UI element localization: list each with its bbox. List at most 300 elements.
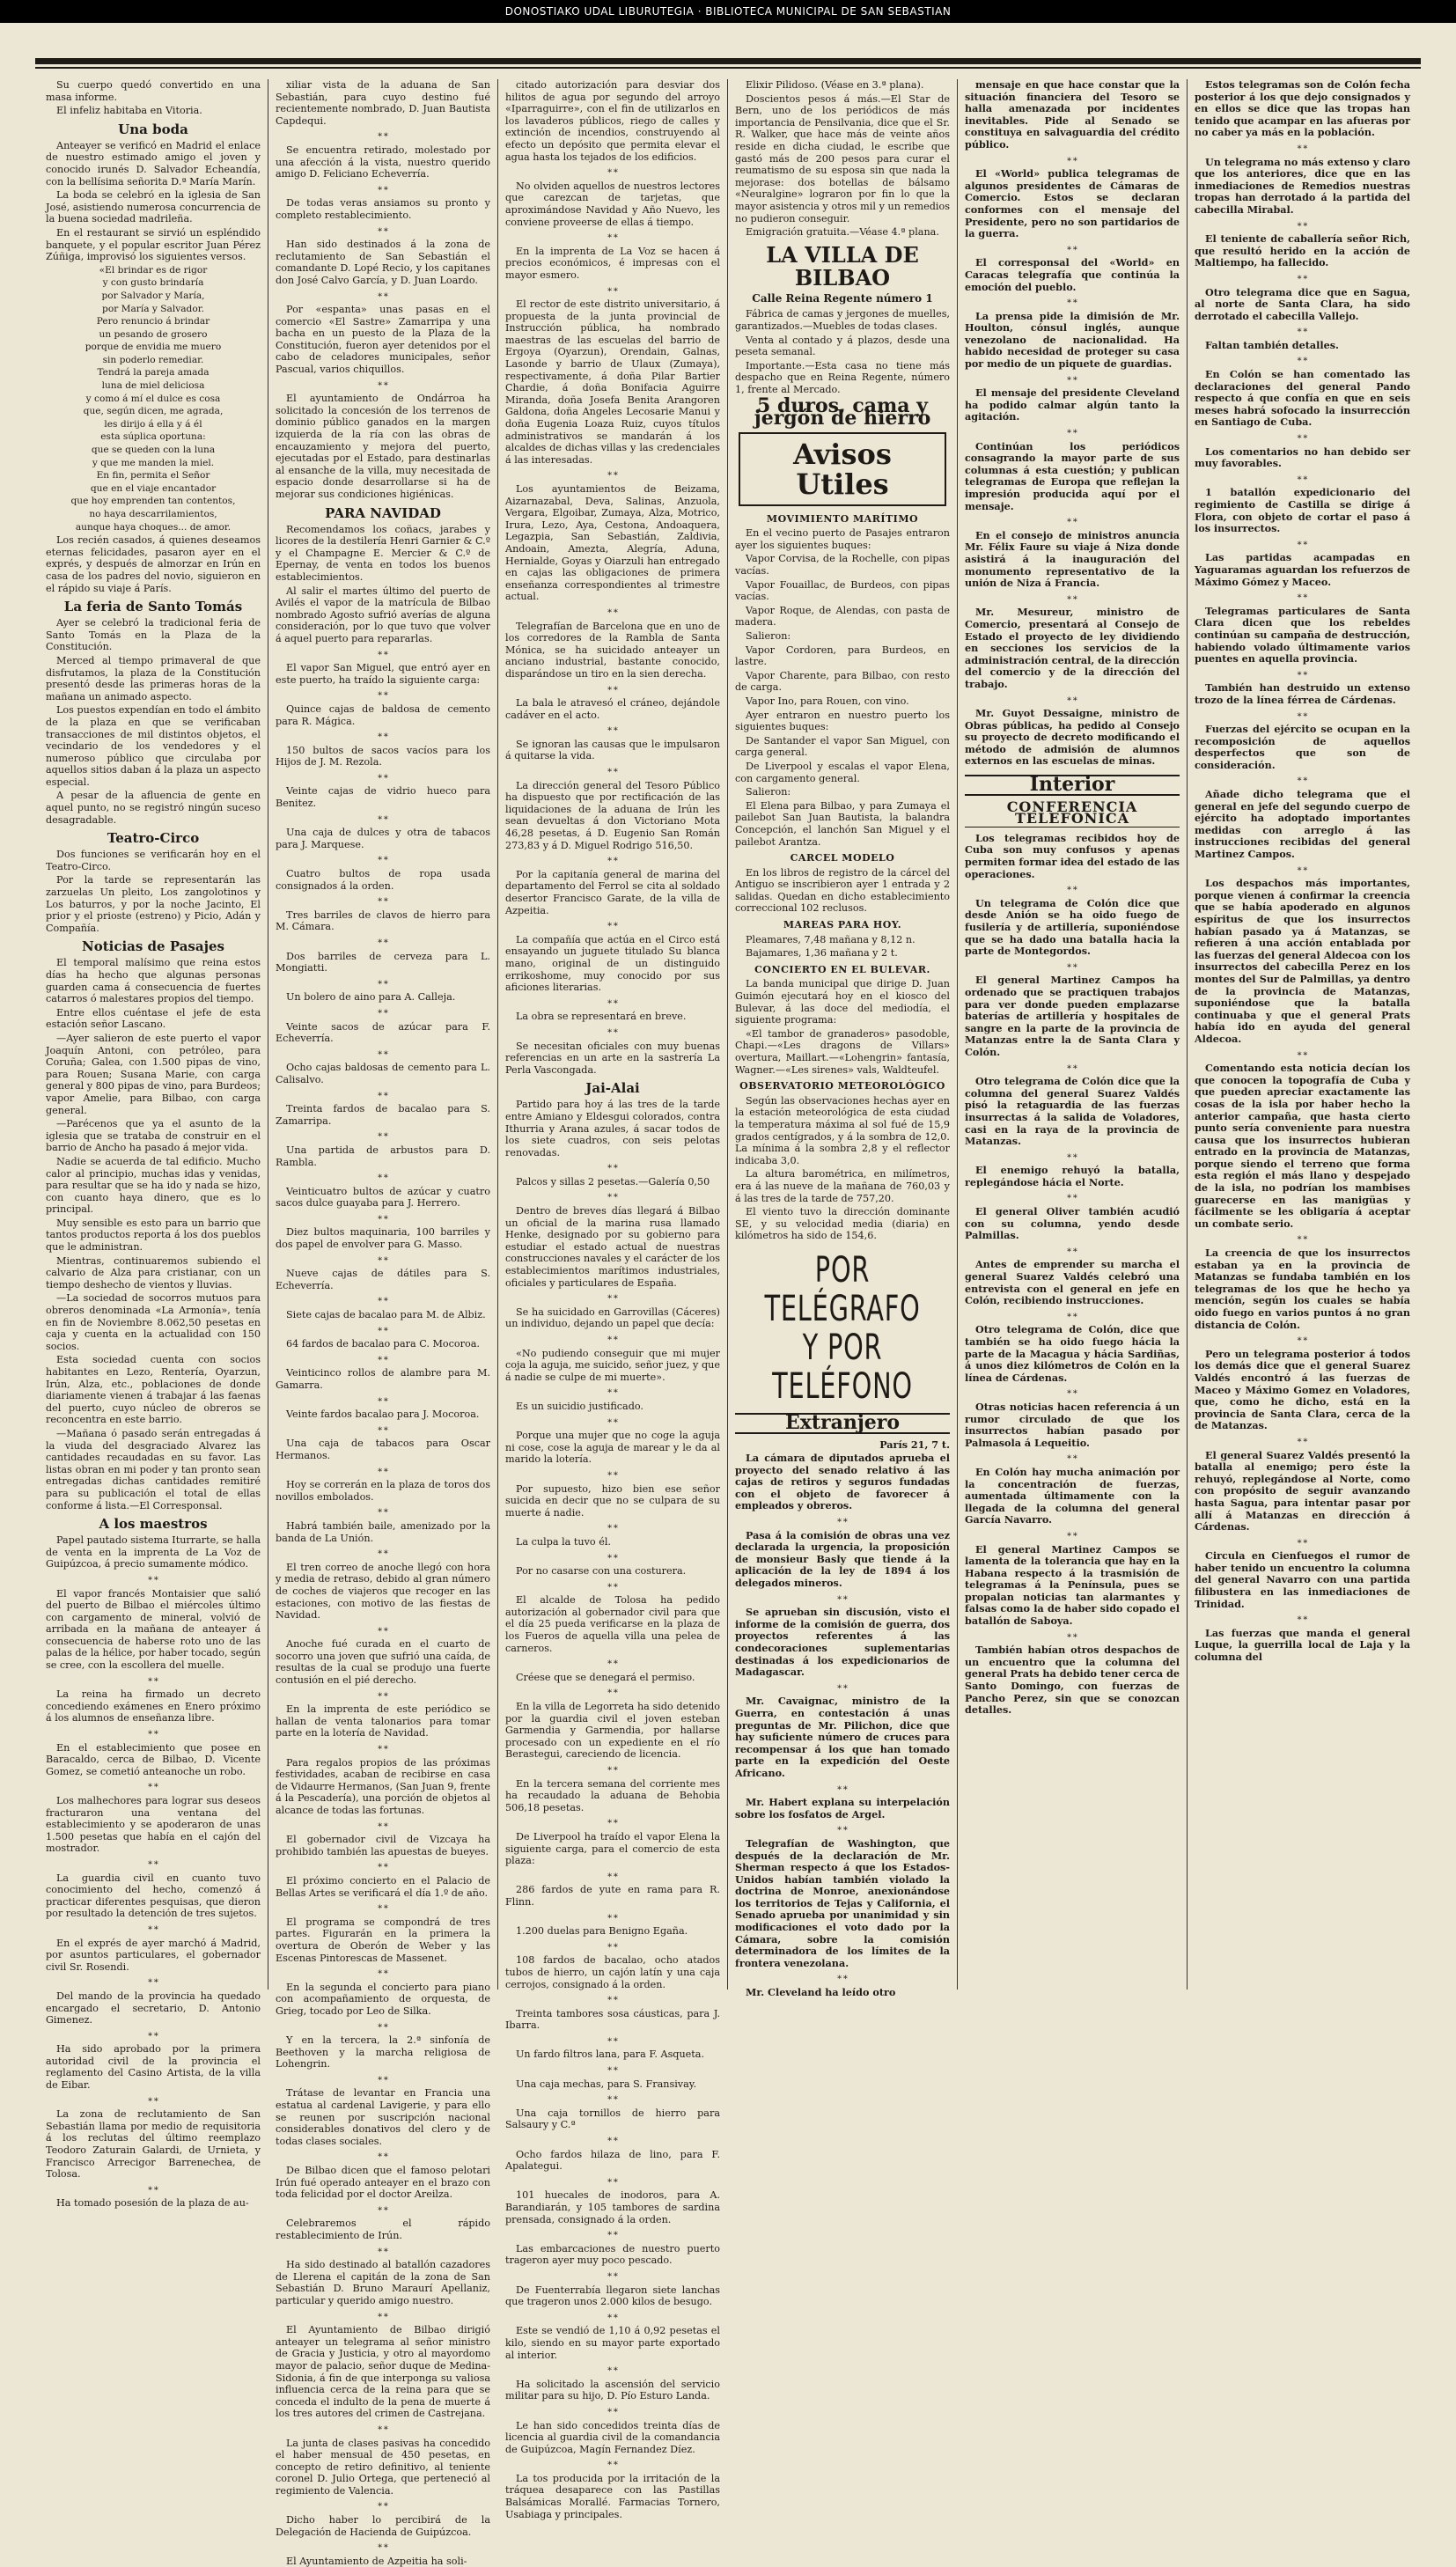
paragraph: Tres barriles de clavos de hierro para M. Cámara. [276,908,490,933]
paragraph: Anteayer se verificó en Madrid el enlace de nuestro estimado amigo el joven y conocido irunés D. Salvador Echeandía, con la bellísima señorita D.ª María Marín. [46,139,261,188]
carcel-paragraphs [735,867,950,915]
separator-asterisks: ∗∗ [377,224,389,235]
paragraph: 1.200 duelas para Benigno Egaña. [516,1925,688,1938]
paragraph: El «World» publica telegramas de algunos presidentes de Cámaras de Comercio. Estos se declaran conformes con el mensaje del Presidente, pero no son partidarios de la guerra. [965,167,1180,240]
heading-jaialai: Jai-Alai [585,1080,640,1097]
verse-line: y como á mí el dulce es cosa [85,393,221,404]
paragraph: Dicho haber lo percibirá de la Delegación de Hacienda de Guipúzcoa. [276,2514,490,2538]
separator-asterisks: ∗∗ [1066,694,1078,704]
paragraph: De Liverpool ha traído el vapor Elena la siguiente carga, para el comercio de esta plaza: [505,1830,720,1867]
separator-asterisks: ∗∗ [1296,1233,1309,1244]
paragraph: La boda se celebró en la iglesia de San José, asistiendo numerosa concurrencia de la buena sociedad madrileña. [46,189,261,225]
separator-asterisks: ∗∗ [607,1026,619,1036]
paragraph: Dos funciones se verificarán hoy en el Teatro-Circo. [46,849,261,872]
paragraph: La reina ha firmado un decreto concediendo exámenes en Enero próximo á los alumnos de enseñanza libre. [46,1688,261,1725]
separator-asterisks: ∗∗ [377,183,389,194]
separator-asterisks: ∗∗ [607,2175,619,2186]
paragraph: Ocho cajas baldosas de cemento para L. Calisalvo. [276,1062,490,1085]
separator-asterisks: ∗∗ [1066,1310,1078,1320]
separator-asterisks: ∗∗ [377,1130,389,1141]
verse-line: porque de envidia me muero [85,342,222,353]
paragraph: De Bilbao dicen que el famoso pelotari Irún fué operado anteayer en el brazo con toda felicidad por el doctor Areilza. [276,2165,490,2201]
separator-asterisks: ∗∗ [607,1468,619,1479]
paragraph: El general Martinez Campos ha ordenado que se practiquen trabajos para ver donde pueden emplazarse baterías de artillería y hospitales de sangre en la parte de la provincia de Matanzas entre la de Santa Clara y Colón. [965,974,1180,1058]
separator-asterisks: ∗∗ [377,1861,389,1872]
paragraph: Treinta tambores sosa cáusticas, para J. Ibarra. [505,2007,720,2032]
paragraph: Se ignoran las causas que le impulsaron á quitarse la vida. [505,738,720,762]
paragraph: Los malhechores para lograr sus deseos fracturaron una ventana del establecimiento y se apoderaron de unas 1.500 pesetas que había en el cajón del mostrador. [46,1795,261,1855]
paragraph: En la imprenta de La Voz se hacen á precios económicos, é impresas con el mayor esmero. [505,245,720,281]
paragraph: El enemigo rehuyó la batalla, replegándose hácia el Norte. [965,1164,1180,1188]
separator-asterisks: ∗∗ [147,1976,159,1987]
column-2 [268,79,498,2567]
paragraph: En el vecino puerto de Pasajes entraron ayer los siguientes buques: [735,527,950,551]
paragraph: Un telegrama no más extenso y claro que los anteriores, dice que en las inmediaciones de Remedios nuestras tropas han derrotado á la partida del cabecilla Mirabal. [1195,155,1410,216]
separator-asterisks: ∗∗ [377,2073,389,2084]
paragraph: Otras noticias hacen referencia á un rumor circulado de que los insurrectos habían pasado por Palmasola á Lequeitio. [965,1400,1180,1449]
separator-asterisks: ∗∗ [1066,1630,1078,1641]
separator-asterisks: ∗∗ [377,130,389,141]
separator-asterisks: ∗∗ [377,1820,389,1830]
separator-asterisks: ∗∗ [1066,243,1078,254]
paragraph: También han destruido un extenso trozo de la línea férrea de Cárdenas. [1195,681,1410,706]
paragraph: Ocho fardos hilaza de lino, para F. Apalategui. [505,2148,720,2173]
heading-boda: Una boda [118,121,188,137]
col6-paragraphs [1195,79,1410,1664]
verse-line: sin poderlo remediar. [102,354,204,365]
separator-asterisks: ∗∗ [607,2459,619,2469]
verse-line: y que me manden la miel. [92,457,215,468]
paragraph: Para regalos propios de las próximas festividades, acaban de recibirse en casa de Vidaurre Hermanos, (San Juan 9, frente á la Pescadería), una porción de objetos al alcance de todas las fortunas. [276,1756,490,1816]
paragraph: Los despachos más importantes, porque vienen á confirmar la creencia que se había apoderado en algunos espíritus de que los insurrectos habían pasado ya á Matanzas, se refieren á una acción entablada por las fuerzas del general Aldecoa con los insurrectos del cabecilla Perez en los montes del Sur de Palmillas, ya dentro de la provincia de Matanzas, suponiéndose que la batalla continuaba y que el general Prats había ido en ayuda del general Aldecoa. [1195,877,1410,1045]
paragraph: La creencia de que los insurrectos estaban ya en la provincia de Matanzas se fundaba también en los telegramas de los que he hecho ya mención, según los cuales se había oido fuego en varios puntos á no gran distancia de Colón. [1195,1247,1410,1331]
separator-asterisks: ∗∗ [607,2405,619,2416]
separator-asterisks: ∗∗ [1296,864,1309,874]
separator-asterisks: ∗∗ [836,1681,849,1692]
column-6 [1188,79,1417,1990]
paragraph: Muy sensible es esto para un barrio que tantos productos reporta á los dos pueblos que le administran. [46,1217,261,1254]
separator-asterisks: ∗∗ [147,2094,159,2105]
paragraph: El rector de este distrito universitario, á propuesta de la junta provincial de Instrucción pública, ha nombrado maestras de las escuelas del barrio de Ergoya (Oyarzun), Orendain, Galnas, Lasonde y barrio de Ulaux (Zumaya), respectivamente, á doña Pilar Bartier Chardie, á doña Bonifacia Aguirre Miranda, doña Josefa Benita Arangoren Galdona, doña Angeles Lecosarie Manui y doña Eugenia Loaza Ruiz, cuyos títulos administrativos se mandarán á los alcaldes de dichas villas y las credenciales á las interesadas. [505,298,720,466]
heading-telegrafo-line-2: Y POR TELÉFONO [772,1327,913,1407]
separator-asterisks: ∗∗ [1296,592,1309,602]
paragraph: Estos telegramas son de Colón fecha posterior á los que dejo consignados y en ellos se dice que las tropas han tenido que acampar en las afueras por no caber ya más en la población. [1195,78,1410,139]
paragraph: Antes de emprender su marcha el general Suarez Valdés celebró una entrevista con el general en jefe en Colón, recibiendo instrucciones. [965,1258,1180,1307]
verse-line: «El brindar es de rigor [99,264,208,276]
verse-line: un pesando de grosero [99,328,208,340]
separator-asterisks: ∗∗ [607,1191,619,1202]
separator-asterisks: ∗∗ [607,1334,619,1343]
paragraph: De Fuenterrabía llegaron siete lanchas que trageron unos 2.000 kilos de besugo. [505,2284,720,2308]
separator-asterisks: ∗∗ [377,1006,389,1017]
paragraph: La cámara de diputados aprueba el proyecto del senado relativo á las cajas de retiros y seguros fundadas con el objeto de favorecer á empleados y obreros. [735,1452,950,1512]
paragraph: Un fardo filtros lana, para F. Asqueta. [516,2048,705,2061]
paragraph: Emigración gratuita.—Véase 4.ª plana. [746,226,939,239]
paragraph: Siete cajas de bacalao para M. de Albiz. [286,1309,486,1321]
separator-asterisks: ∗∗ [607,2064,619,2075]
paragraph: Ha solicitado la ascensión del servicio militar para su hijo, D. Pío Esturo Landa. [505,2378,720,2402]
paragraph: Le han sido concedidos treinta días de licencia al guardia civil de la comandancia de Guipúzcoa, Magín Fernandez Díez. [505,2419,720,2455]
paragraph: Las fuerzas que manda el general Luque, la guerrilla local de Laja y la columna del [1195,1626,1410,1664]
paragraph: El general Suarez Valdés presentó la batalla al enemigo; pero éste la rehuyó, replegándose al Norte, como con propósito de seguir avanzando hasta Sagua, para intentar pasar por allí á Matanzas en dirección á Cárdenas. [1195,1448,1410,1534]
paragraph: Porque una mujer que no coge la aguja ni cose, cose la aguja de marear y le da al marido la lotería. [505,1430,720,1466]
separator-asterisks: ∗∗ [607,2034,619,2045]
separator-asterisks: ∗∗ [607,855,619,865]
paragraph: Telegramas particulares de Santa Clara dicen que los rebeldes continúan su campaña de destrucción, habiendo volado últimamente varios puentes en aquella provincia. [1195,604,1410,666]
separator-asterisks: ∗∗ [607,2269,619,2280]
separator-asterisks: ∗∗ [1296,219,1309,230]
pasajes-paragraphs [46,957,261,1512]
heading-telegrafo [756,1251,928,1406]
paragraph: Han sido destinados á la zona de reclutamiento de San Sebastián el comandante D. Lopé Recio, y los capitanes don José Calvo García, y D. Juan Loardo. [276,239,490,286]
telegrams-extranjero [735,1453,950,1999]
separator-asterisks: ∗∗ [607,166,619,177]
paragraph: En la villa de Legorreta ha sido detenido por la guardia civil el joven esteban Garmendia y Garmendia, por hallarse procesado con un expediente en el río Berastegui, careciendo de licencia. [505,1701,720,1761]
paragraph: Vapor Ino, para Rouen, con vino. [746,695,909,707]
column-1 [39,79,268,2210]
paragraph: Veinticuatro bultos de azúcar y cuatro sacos dulce guayaba para J. Herrero. [276,1185,490,1210]
paragraph: Celebraremos el rápido restablecimiento de Irún. [276,2218,490,2241]
separator-asterisks: ∗∗ [1296,1614,1309,1624]
paragraph: También habían otros despachos de un encuentro que la columna del general Prats ha debido tener cerca de Santo Domingo, con fuerzas de Pancho Perez, sin que se conozcan detalles. [965,1644,1180,1717]
paragraph: —Parécenos que ya el asunto de la iglesia que se trataba de construir en el barrio de Ancho ha pasado á mejor vida. [46,1118,261,1154]
separator-asterisks: ∗∗ [607,1817,619,1828]
separator-asterisks: ∗∗ [607,1687,619,1697]
separator-asterisks: ∗∗ [147,1923,159,1933]
paragraph: Mientras, continuaremos subiendo el calvario de Alza para cristianar, con un tiempo deshecho de vientos y lluvias. [46,1254,261,1291]
paragraph: Otro telegrama de Colón dice que la columna del general Suarez Valdés pisó la retaguardia de las fuerzas insurrectas á la salida de Voladores, casi en la raya de la provincia de Matanzas. [965,1075,1180,1148]
paragraph: 101 huecales de inodoros, para A. Barandiarán, y 105 tambores de sardina prensada, consignado á la orden. [505,2189,720,2225]
paragraph: El Ayuntamiento de Azpeitia ha soli- [286,2555,467,2567]
verse-line: que, según dicen, me agrada, [83,406,224,417]
separator-asterisks: ∗∗ [377,1295,389,1306]
heading-movimiento: MOVIMIENTO MARÍTIMO [766,512,919,525]
paragraph: Vapor Charente, para Bilbao, con resto de carga. [735,669,950,694]
separator-asterisks: ∗∗ [377,1902,389,1913]
separator-asterisks: ∗∗ [377,1743,389,1754]
movimiento-paragraphs [735,527,950,848]
jaialai-paragraphs [505,1099,720,2520]
paragraph: 150 bultos de sacos vacíos para los Hijos de J. M. Rezola. [276,744,490,769]
verse-line: que hoy emprenden tan contentos, [70,496,236,507]
paragraph: Merced al tiempo primaveral de que disfrutamos, la plaza de la Constitución presentó desde las primeras horas de la mañana un animado aspecto. [46,654,261,702]
verse-line: les dirijo á ella y á él [104,418,202,430]
paragraph: Venta al contado y á plazos, desde una peseta semanal. [735,334,950,358]
paragraph: En el exprés de ayer marchó á Madrid, por asuntos particulares, el gobernador civil Sr. Rosendi. [46,1937,261,1973]
intro-paragraphs [46,79,261,117]
verse-line: aunque haya choques... de amor. [75,521,232,533]
heading-observatorio: OBSERVATORIO METEOROLÓGICO [739,1080,945,1092]
paragraph: En la imprenta de este periódico se hallan de venta talonarios para tomar parte en la lotería de Navidad. [276,1703,490,1740]
paragraph: Nueve cajas de dátiles para S. Echeverría. [276,1268,490,1291]
col2-middle-paragraphs [276,585,490,2567]
separator-asterisks: ∗∗ [1296,355,1309,365]
villa-address: Calle Reina Regente número 1 [752,291,933,305]
paragraph: Trátase de levantar en Francia una estatua al cardenal Lavigerie, y para ello se reunen por suscripción nacional considerables donativos del clero y de todas clases sociales. [276,2087,490,2147]
separator-asterisks: ∗∗ [377,2203,389,2214]
separator-asterisks: ∗∗ [1296,1335,1309,1345]
paragraph: Los ayuntamientos de Beizama, Aizarnazabal, Deva, Salinas, Anzuola, Vergara, Elgoibar, Zumaya, Alza, Motrico, Irura, Lezo, Aya, Cestona, Andoaquera, Legazpia, San Sebastián, Zaldivia, Andoain, Amezta, Alegría, Aduna, Hernialde, Goyas y Oiarzuli han entregado en cajas las obligaciones de primera enseñanza correspondientes al trimestre actual. [505,483,720,603]
separator-asterisks: ∗∗ [377,1254,389,1264]
maestros-paragraphs [46,1534,261,2210]
paragraph: 108 fardos de bacalao, ocho atados tubos de hierro, un cajón latín y una caja cerrojos, consignado á la orden. [505,1954,720,1990]
separator-asterisks: ∗∗ [836,1824,849,1835]
verse-line: esta súplica oportuna: [100,431,206,443]
separator-asterisks: ∗∗ [377,2020,389,2031]
separator-asterisks: ∗∗ [1066,1062,1078,1072]
paragraph: En la tercera semana del corriente mes ha recaudado la aduana de Behobia 506,18 pesetas. [505,1777,720,1813]
paragraph: Cuatro bultos de ropa usada consignados á la orden. [276,868,490,892]
paragraph: citado autorización para desviar dos hilitos de agua por segundo del arroyo «Iparraguirre», con el fin de utilizarlos en los lavaderos públicos, riego de calles y extinción de incendios, construyendo al efecto un depósito que permita elevar el agua hasta los tejados de los edificios. [505,79,720,163]
paragraph: El corresponsal del «World» en Caracas telegrafía que continúa la emoción del pueblo. [965,256,1180,293]
paragraph: 64 fardos de bacalao para C. Mocoroa. [286,1338,480,1350]
separator-asterisks: ∗∗ [607,1911,619,1922]
paragraph: Veinte cajas de vidrio hueco para Benitez. [276,785,490,810]
paragraph: El general Martinez Campos se lamenta de la tolerancia que hay en la Habana respecto á la trasmisión de telegramas á la Península, pues se propalan noticias tan alarmantes y falsas como la de haber sido copado el batallón de Saboya. [965,1542,1180,1628]
separator-asterisks: ∗∗ [377,1423,389,1434]
paragraph: Por «espanta» unas pasas en el comercio «El Sastre» Zamarripa y una bacha en un puesto de la Plaza de la Constitución, fueron ayer detenidos por el cabo de celadores municipales, señor Pascual, varios chiquillos. [276,304,490,376]
separator-asterisks: ∗∗ [377,937,389,946]
paragraph: La banda municipal que dirige D. Juan Guimón ejecutará hoy en el kiosco del Bulevar, á las doce del mediodía, el siguiente programa: [735,978,950,1026]
separator-asterisks: ∗∗ [377,2245,389,2255]
paragraph: Otro telegrama de Colón, dice que también se ha oido fuego hácia la parte de la Macagua y hácia Sardiñas, á unos diez kilómetros de Colón en la línea de Cárdenas. [965,1323,1180,1384]
paragraph: —La sociedad de socorros mutuos para obreros denominada «La Armonía», tenía en fin de Noviembre 8.062,50 pesetas en caja y cuenta en la actualidad con 150 socios. [46,1292,261,1352]
conferencia-paragraphs [965,833,1180,1717]
separator-asterisks: ∗∗ [377,2541,389,2552]
separator-asterisks: ∗∗ [377,1548,389,1558]
separator-asterisks: ∗∗ [1296,538,1309,548]
paragraph: Pero un telegrama posterior á todos los demás dice que el general Suarez Valdés encontró á las fuerzas de Maceo y Máximo Gomez en Voladores, que, como he dicho, está en la provincia de Santa Clara, cerca de la de Matanzas. [1195,1347,1410,1432]
separator-asterisks: ∗∗ [607,606,619,616]
dateline-paris: París 21, 7 t. [879,1438,950,1451]
paragraph: Salieron: [746,630,791,642]
paragraph: En Colón hay mucha animación por la concentración de fuerzas, aumentada últimamente con la llegada de la columna del general García Navarro. [965,1465,1180,1526]
paragraph: El teniente de caballería señor Rich, que resultó herido en la acción de Maltiempo, ha fallecido. [1195,232,1410,269]
paragraph: Ayer entraron en nuestro puerto los siguientes buques: [735,709,950,733]
separator-asterisks: ∗∗ [607,2135,619,2145]
column-5 [958,79,1188,1990]
paragraph: Mr. Cavaignac, ministro de la Guerra, en contestación á unas preguntas de Mr. Pilichon, dice que hay suficiente número de cruces para recompensar á los que han tomado parte en la expedición del Oeste Africano. [735,1695,950,1779]
separator-asterisks: ∗∗ [607,1551,619,1562]
verse-line: por Salvador y María, [101,290,205,301]
top-margin [0,23,1456,56]
paragraph: Por supuesto, hizo bien ese señor suicida en decir que no se culpara de su muerte á nadie. [505,1482,720,1519]
heading-feria: La feria de Santo Tomás [63,599,243,615]
separator-asterisks: ∗∗ [1296,710,1309,720]
separator-asterisks: ∗∗ [377,1324,389,1335]
separator-asterisks: ∗∗ [1296,272,1309,283]
paragraph: Se ha suicidado en Garrovillas (Cáceres) un individuo, dejando un papel que decía: [505,1306,720,1330]
paragraph: Bajamares, 1,36 mañana y 2 t. [746,947,898,960]
verse-line: Pero renuncio á brindar [96,316,210,327]
separator-asterisks: ∗∗ [377,895,389,906]
separator-asterisks: ∗∗ [1066,1529,1078,1540]
separator-asterisks: ∗∗ [607,724,619,735]
paragraph: En la segunda el concierto para piano con acompañamiento de orquesta, de Grieg, tocado por Leo de Silka. [276,1981,490,2017]
paragraph: Salieron: [746,786,791,798]
separator-asterisks: ∗∗ [1296,326,1309,336]
paragraph: Importante.—Esta casa no tiene más despacho que en Reina Regente, número 1, frente al Mercado. [735,359,950,395]
paragraph: El mensaje del presidente Cleveland ha podido calmar algún tanto la agitación. [965,386,1180,423]
separator-asterisks: ∗∗ [377,771,389,782]
verse-line: que en el viaje encantador [90,482,217,494]
paragraph: La culpa la tuvo él. [516,1535,611,1548]
separator-asterisks: ∗∗ [607,2311,619,2321]
paragraph: En Colón se han comentado las declaraciones del general Pando respecto á que confía en que en seis meses habrá sofocado la insurrección en Santiago de Cuba. [1195,368,1410,429]
paragraph: mensaje en que hace constar que la situación financiera del Tesoro se halla amenazada por incidentes inevitables. Pide al Senado se constituya en salvaguardia del crédito público. [965,78,1180,151]
paragraph: «El tambor de granaderos» pasodoble, Chapi.—«Les dragons de Villars» overtura, Maillart.—«Lohengrin» fantasía, Wagner.—«Les sirenes» vals, Waldteufel. [735,1027,950,1076]
separator-asterisks: ∗∗ [147,1674,159,1685]
verse-line: que se queden con la luna [91,445,216,456]
paragraph: Los puestos expendían en todo el ámbito de la plaza en que se verificaban transacciones de mil distintos objetos, el vecindario de los vendedores y el numeroso público que circulaba por aquellos sitios daban á la plaza un aspecto especial. [46,704,261,788]
paragraph: Entre ellos cuéntase el jefe de esta estación señor Lascano. [46,1006,261,1031]
verse-line: no haya descarrilamientos, [89,509,217,519]
paragraph: Por la capitanía general de marina del departamento del Ferrol se cita al soldado desertor Francisco Garate, de la villa de Azpeitia. [505,868,720,916]
paragraph: Pleamares, 7,48 mañana y 8,12 n. [746,933,916,945]
separator-asterisks: ∗∗ [377,813,389,823]
paragraph: Una caja de tabacos para Oscar Hermanos. [276,1438,490,1461]
paragraph: Una caja de dulces y otra de tabacos para J. Marquese. [276,827,490,850]
paragraph: 286 fardos de yute en rama para R. Flinn. [505,1884,720,1908]
separator-asterisks: ∗∗ [377,2500,389,2511]
separator-asterisks: ∗∗ [607,1292,619,1303]
paragraph: Dos barriles de cerveza para L. Mongiatti. [276,950,490,975]
paragraph: Telegrafían de Barcelona que en uno de los corredores de la Rambla de Santa Mónica, se ha suicidado anteayer un anciano industrial, bastante conocido, disparándose un tiro en la sien derecha. [505,620,720,680]
paragraph: Vapor Corvisa, de la Rochelle, con pipas vacías. [735,553,950,577]
separator-asterisks: ∗∗ [607,232,619,242]
paragraph: A pesar de la afluencia de gente en aquel punto, no se registró ningún suceso desagradable. [46,790,261,826]
separator-asterisks: ∗∗ [836,1516,849,1526]
paragraph: El vapor San Miguel, que entró ayer en este puerto, ha traído la siguiente carga: [276,662,490,686]
paragraph: Las embarcaciones de nuestro puerto trageron ayer muy poco pescado. [505,2242,720,2267]
navidad-paragraphs [276,524,490,584]
paragraph: De todas veras ansiamos su pronto y completo restablecimiento. [276,197,490,221]
heading-maestros: A los maestros [99,1516,208,1533]
paragraph: —Mañana ó pasado serán entregadas á la viuda del desgraciado Alvarez las cantidades recaudadas en su favor. Las listas obran en mi poder y tan pronto sean entregadas dichas cantidades remitiré para su publicación el total de ellas conforme á lista.—El Corresponsal. [46,1427,261,1512]
paragraph: Nadie se acuerda de tal edificio. Mucho calor al principio, muchas idas y venidas, para resultar que se ha ido y nada se hizo, con cuanto haya dinero, que es lo principal. [46,1155,261,1216]
paragraph: En los libros de registro de la cárcel del Antiguo se inscribieron ayer 1 entrada y 2 salidas. Quedan en dicho establecimiento correccional 102 reclusos. [735,866,950,915]
separator-asterisks: ∗∗ [377,379,389,389]
newspaper-columns [39,78,1417,2567]
paragraph: El ayuntamiento de Ondárroa ha solicitado la concesión de los terrenos de dominio público ganados en la margen izquierda de la ría con las obras de encauzamiento y mejora del puerto, ejecutadas por el Estado, para destinarlas al ensanche de la villa, muy necesitada de espacio donde desarrollarse si ha de mejorar sus condiciones higiénicas. [276,393,490,500]
paragraph: Las partidas acampadas en Yaguaramas aguardan los refuerzos de Máximo Gómez y Maceo. [1195,551,1410,588]
separator-asterisks: ∗∗ [1066,592,1078,603]
paragraph: Treinta fardos de bacalao para S. Zamarripa. [276,1103,490,1127]
paragraph: El Elena para Bilbao, y para Zumaya el pailebot San Juan Bautista, la balandra Concepción, el lanchón San Miguel y el pailebot Arantza. [735,799,950,848]
heading-avisos-utiles: Avisos Utiles [739,432,946,506]
separator-asterisks: ∗∗ [1066,1453,1078,1463]
separator-asterisks: ∗∗ [377,2310,389,2321]
paragraph: Vapor Fouaillac, de Burdeos, con pipas vacías. [735,578,950,603]
separator-asterisks: ∗∗ [377,1968,389,1978]
paragraph: Diez bultos maquinaria, 100 barriles y dos papel de envolver para G. Masso. [276,1226,490,1251]
separator-asterisks: ∗∗ [607,997,619,1007]
paragraph: La tos producida por la irritación de la tráquea desaparece con las Pastillas Balsámicas Morallé. Farmacias Tornero, Usabiaga y principales. [505,2472,720,2520]
separator-asterisks: ∗∗ [607,2229,619,2240]
paragraph: Según las observaciones hechas ayer en la estación meteorológica de esta ciudad la temperatura máxima al sol fué de 15,9 grados centígrados, y á la sombra de 12,0. La mínima á la sombra 2,8 y el reflector indicaba 3,0. [735,1094,950,1166]
verse-line: y con gusto brindaría [102,277,204,289]
separator-asterisks: ∗∗ [607,1940,619,1951]
separator-asterisks: ∗∗ [607,1522,619,1533]
separator-asterisks: ∗∗ [607,1764,619,1774]
separator-asterisks: ∗∗ [607,1416,619,1426]
separator-asterisks: ∗∗ [1296,1048,1309,1059]
paragraph: Mr. Mesureur, ministro de Comercio, presentará al Consejo de Estado el proyecto de ley dividiendo en secciones los servicios de la administración central, de la dirección del comercio y de la dirección del trabajo. [965,606,1180,690]
paragraph: Vapor Roque, de Alendas, con pasta de madera. [735,604,950,629]
paragraph: Créese que se denegará el permiso. [516,1671,695,1683]
separator-asterisks: ∗∗ [377,1212,389,1223]
separator-asterisks: ∗∗ [377,689,389,700]
heading-carcel: CARCEL MODELO [790,852,895,864]
verse-line: En fin, permita el Señor [96,470,210,482]
separator-asterisks: ∗∗ [377,2423,389,2433]
paragraph: Esta sociedad cuenta con socios habitantes en Lezo, Rentería, Oyarzun, Irún, Alza, etc., poblaciones de donde diariamente vienen á trabajar á las faenas del puerto, cuyo núcleo de obreros se reconcentra en este barrio. [46,1354,261,1426]
paragraph: Elixir Pilidoso. (Véase en 3.ª plana). [746,79,924,91]
separator-asterisks: ∗∗ [377,290,389,300]
separator-asterisks: ∗∗ [1066,884,1078,894]
paragraph: Telegrafían de Washington, que después de la declaración de Mr. Sherman respecto á que los Estados-Unidos habían también violado la doctrina de Monroe, anexionándose los territorios de Tejas y California, el Senado aprueba por unanimidad y sin modificaciones el voto dado por la Cámara, sobre la comisión determinadora de los límites de la frontera venezolana. [735,1836,950,1969]
heading-extranjero: Extranjero [735,1413,950,1434]
concierto-paragraphs [735,978,950,1076]
separator-asterisks: ∗∗ [377,731,389,741]
separator-asterisks: ∗∗ [1066,297,1078,307]
boda-verses [46,265,261,533]
separator-asterisks: ∗∗ [607,2365,619,2375]
paragraph: Partido para hoy á las tres de la tarde entre Amiano y Eldesgui colorados, contra Ithurria y Arana azules, á sacar todos de los siete cuadros, con seis pelotas renovadas. [505,1099,720,1158]
separator-asterisks: ∗∗ [836,1592,849,1603]
paragraph: Ayer se celebró la tradicional feria de Santo Tomás en la Plaza de la Constitución. [46,617,261,653]
paragraph: Y en la tercera, la 2.ª sinfonía de Beethoven y la marcha religiosa de Lohengrin. [276,2034,490,2071]
paragraph: Se necesitan oficiales con muy buenas referencias en un arte en la sastrería La Perla Vascongada. [505,1040,720,1076]
paragraph: 1 batallón expedicionario del regimiento de Castilla se dirige á Flora, con objeto de cortar el paso á los insurrectos. [1195,486,1410,535]
paragraph: La compañía que actúa en el Circo está ensayando un juguete titulado Su blanca mano, original de un distinguido errikoshome, muy conocido por sus aficiones literarias. [505,933,720,994]
paragraph: Recomendamos los coñacs, jarabes y licores de la destilería Henri Garnier & C.º y el Champagne E. Mercier & C.º de Epernay, de venta en todos los buenos establecimientos. [276,523,490,583]
paragraph: El general Oliver también acudió con su columna, yendo desde Palmillas. [965,1205,1180,1242]
paragraph: La obra se representará en breve. [516,1011,687,1023]
separator-asterisks: ∗∗ [1296,668,1309,679]
separator-asterisks: ∗∗ [377,977,389,988]
separator-asterisks: ∗∗ [1296,1536,1309,1547]
separator-asterisks: ∗∗ [377,1089,389,1100]
heading-villa-bilbao: LA VILLA DE BILBAO [766,241,919,291]
paragraph: La bala le atravesó el cráneo, dejándole cadáver en el acto. [505,697,720,721]
column-3 [498,79,728,2520]
paragraph: «No pudiendo conseguir que mi mujer coja la aguja, me suicido, señor juez, y que á nadie se culpe de mi muerte». [505,1347,720,1383]
paragraph: El temporal malísimo que reina estos días ha hecho que algunas personas guarden cama á consecuencia de fuertes catarros ó malestares propios del tiempo. [46,957,261,1005]
paragraph: Mr. Habert explana su interpelación sobre los fosfatos de Argel. [735,1796,950,1820]
separator-asterisks: ∗∗ [147,2183,159,2194]
paragraph: Una caja mechas, para S. Fransivay. [516,2078,697,2090]
verse-line: por María y Salvador. [102,303,204,314]
separator-asterisks: ∗∗ [607,1658,619,1668]
separator-asterisks: ∗∗ [1066,373,1078,384]
paragraph: El tren correo de anoche llegó con hora y media de retraso, debido al gran número de coches de viajeros que recoger en las estaciones, con motivo de las fiestas de Navidad. [276,1561,490,1622]
separator-asterisks: ∗∗ [607,1386,619,1397]
paragraph: Al salir el martes último del puerto de Avilés el vapor de la matrícula de Bilbao nombrado Agosto sufrió averías de alguna consideración, por lo que tuvo que volver á aquel puerto para repararlas. [276,585,490,644]
paragraph: Añade dicho telegrama que el general en jefe del segundo cuerpo de ejército ha adoptado importantes medidas con arreglo á las instrucciones recibidas del general Martinez Campos. [1195,788,1410,861]
separator-asterisks: ∗∗ [1296,473,1309,483]
separator-asterisks: ∗∗ [607,2093,619,2104]
paragraph: Fuerzas del ejército se ocupan en la recomposición de aquellos desperfectos que son de consideración. [1195,723,1410,771]
paragraph: La zona de reclutamiento de San Sebastián llama por medio de requisitoria á los reclutas del último reemplazo Teodoro Zaturain Galardi, de Urnieta, y Francisco Arrecigor Barrenechea, de Tolosa. [46,2108,261,2181]
paragraph: Dentro de breves días llegará á Bilbao un oficial de la marina rusa llamado Henke, designado por su gobierno para estudiar el estado actual de nuestras construcciones navales y el carácter de los establecimientos marítimos industriales, oficiales y particulares de España. [505,1205,720,1289]
separator-asterisks: ∗∗ [377,1048,389,1058]
paragraph: La dirección general del Tesoro Público ha dispuesto que por rectificación de las liquidaciones de la aduana de Irún les sean devueltas á don Victoriano Mota 46,28 pesetas, á D. Eugenio San Román 273,83 y á D. Miguel Rodrigo 516,50. [505,779,720,851]
paragraph: La junta de clases pasivas ha concedido el haber mensual de 450 pesetas, en concepto de retiro definitivo, al teniente coronel D. Julio Ortega, que perteneció al regimiento de Valencia. [276,2437,490,2497]
paragraph: La prensa pide la dimisión de Mr. Houlton, cónsul inglés, aunque venezolano de nacionalidad. Ha habido necesidad de proteger su casa por medio de un piquete de guardias. [965,309,1180,371]
paragraph: El gobernador civil de Vizcaya ha prohibido también las apuestas de bueyes. [276,1834,490,1857]
separator-asterisks: ∗∗ [607,1162,619,1173]
